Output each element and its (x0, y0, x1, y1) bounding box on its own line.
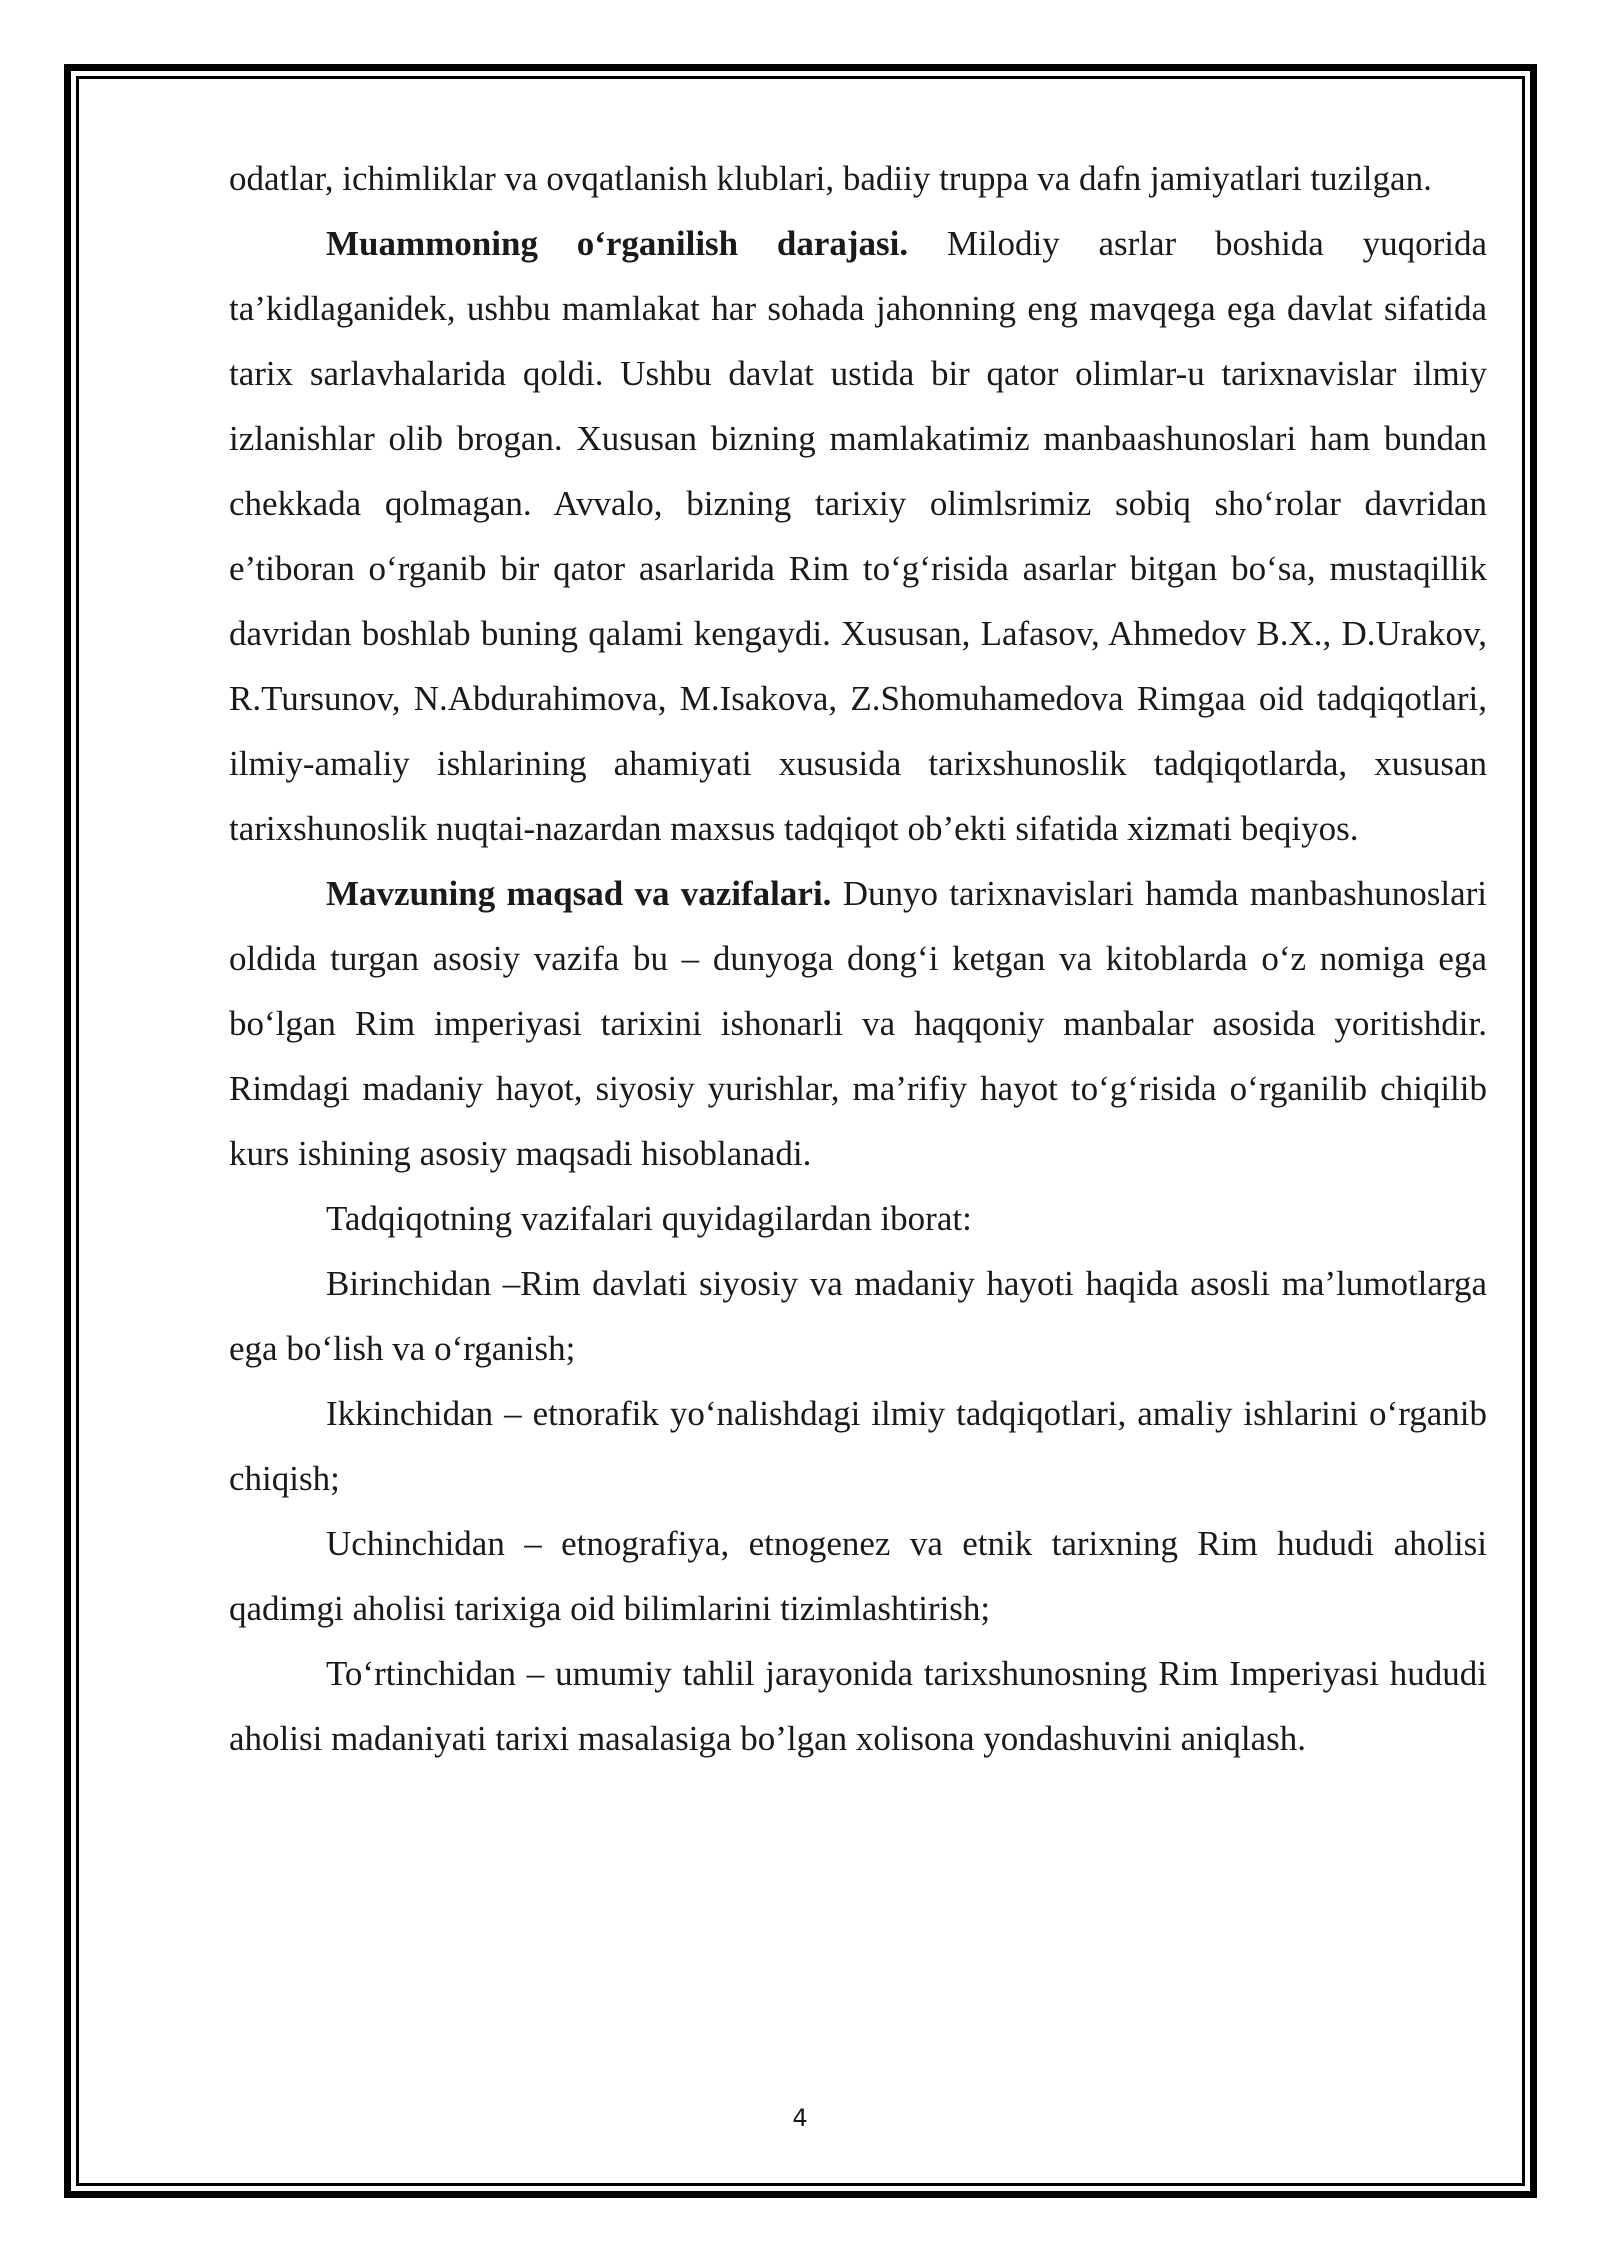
paragraph-text: Uchinchidan – etnografiya, etnogenez va etnik tarixning Rim hududi aholisi qadimgi aholisi tarixiga oid bilimlarini tizimlashtirish; (229, 1524, 1487, 1628)
paragraph-goals-tasks (229, 861, 1487, 1186)
paragraph-tasks-intro (229, 1186, 1487, 1251)
list-item-second (229, 1381, 1487, 1511)
paragraph-continuation (229, 146, 1487, 211)
section-heading-goals-tasks: Mavzuning maqsad va vazifalari. (326, 874, 832, 913)
paragraph-text: Tadqiqotning vazifalari quyidagilardan iborat: (326, 1199, 972, 1238)
list-item-fourth (229, 1641, 1487, 1771)
section-heading-research-degree: Muammoning o‘rganilish darajasi. (326, 224, 909, 263)
paragraph-text: To‘rtinchidan – umumiy tahlil jarayonida tarixshunosning Rim Imperiyasi hududi aholisi madaniyati tarixi masalasiga bo’lgan xolisona yondashuvini aniqlash. (229, 1654, 1487, 1758)
list-item-first (229, 1251, 1487, 1381)
paragraph-research-degree (229, 211, 1487, 861)
paragraph-text: Dunyo tarixnavislari hamda manbashunoslari oldida turgan asosiy vazifa bu – dunyoga dong‘i ketgan va kitoblarda o‘z nomiga ega bo‘lgan Rim imperiyasi tarixini ishonarli va haqqoniy manbalar asosida yoritishdir. Rimdagi madaniy hayot, siyosiy yurishlar, ma’rifiy hayot to‘g‘risida o‘rganilib chiqilib kurs ishining asosiy maqsadi hisoblanadi. (229, 874, 1487, 1173)
list-item-third (229, 1511, 1487, 1641)
page-number: 4 (792, 2104, 808, 2132)
paragraph-text: Ikkinchidan – etnorafik yo‘nalishdagi ilmiy tadqiqotlari, amaliy ishlarini o‘rganib chiqish; (229, 1394, 1487, 1498)
document-body (229, 146, 1487, 1771)
paragraph-text: Birinchidan –Rim davlati siyosiy va madaniy hayoti haqida asosli ma’lumotlarga ega bo‘lish va o‘rganish; (229, 1264, 1487, 1368)
paragraph-text: odatlar, ichimliklar va ovqatlanish klublari, badiiy truppa va dafn jamiyatlari tuzilgan. (229, 159, 1432, 198)
paragraph-text: Milodiy asrlar boshida yuqorida ta’kidlaganidek, ushbu mamlakat har sohada jahonning eng mavqega ega davlat sifatida tarix sarlavhalarida qoldi. Ushbu davlat ustida bir qator olimlar-u tarixnavislar ilmiy izlanishlar olib brogan. Xususan bizning mamlakatimiz manbaashunoslari ham bundan chekkada qolmagan. Avvalo, bizning tarixiy olimlsrimiz sobiq sho‘rolar davridan e’tiboran o‘rganib bir qator asarlarida Rim to‘g‘risida asarlar bitgan bo‘sa, mustaqillik davridan boshlab buning qalami kengaydi. Xususan, Lafasov, Ahmedov B.X., D.Urakov, R.Tursunov, N.Abdurahimova, M.Isakova, Z.Shomuhamedova Rimgaa oid tadqiqotlari, ilmiy-amaliy ishlarining ahamiyati xususida tarixshunoslik tadqiqotlarda, xususan tarixshunoslik nuqtai-nazardan maxsus tadqiqot ob’ekti sifatida xizmati beqiyos. (229, 224, 1487, 848)
